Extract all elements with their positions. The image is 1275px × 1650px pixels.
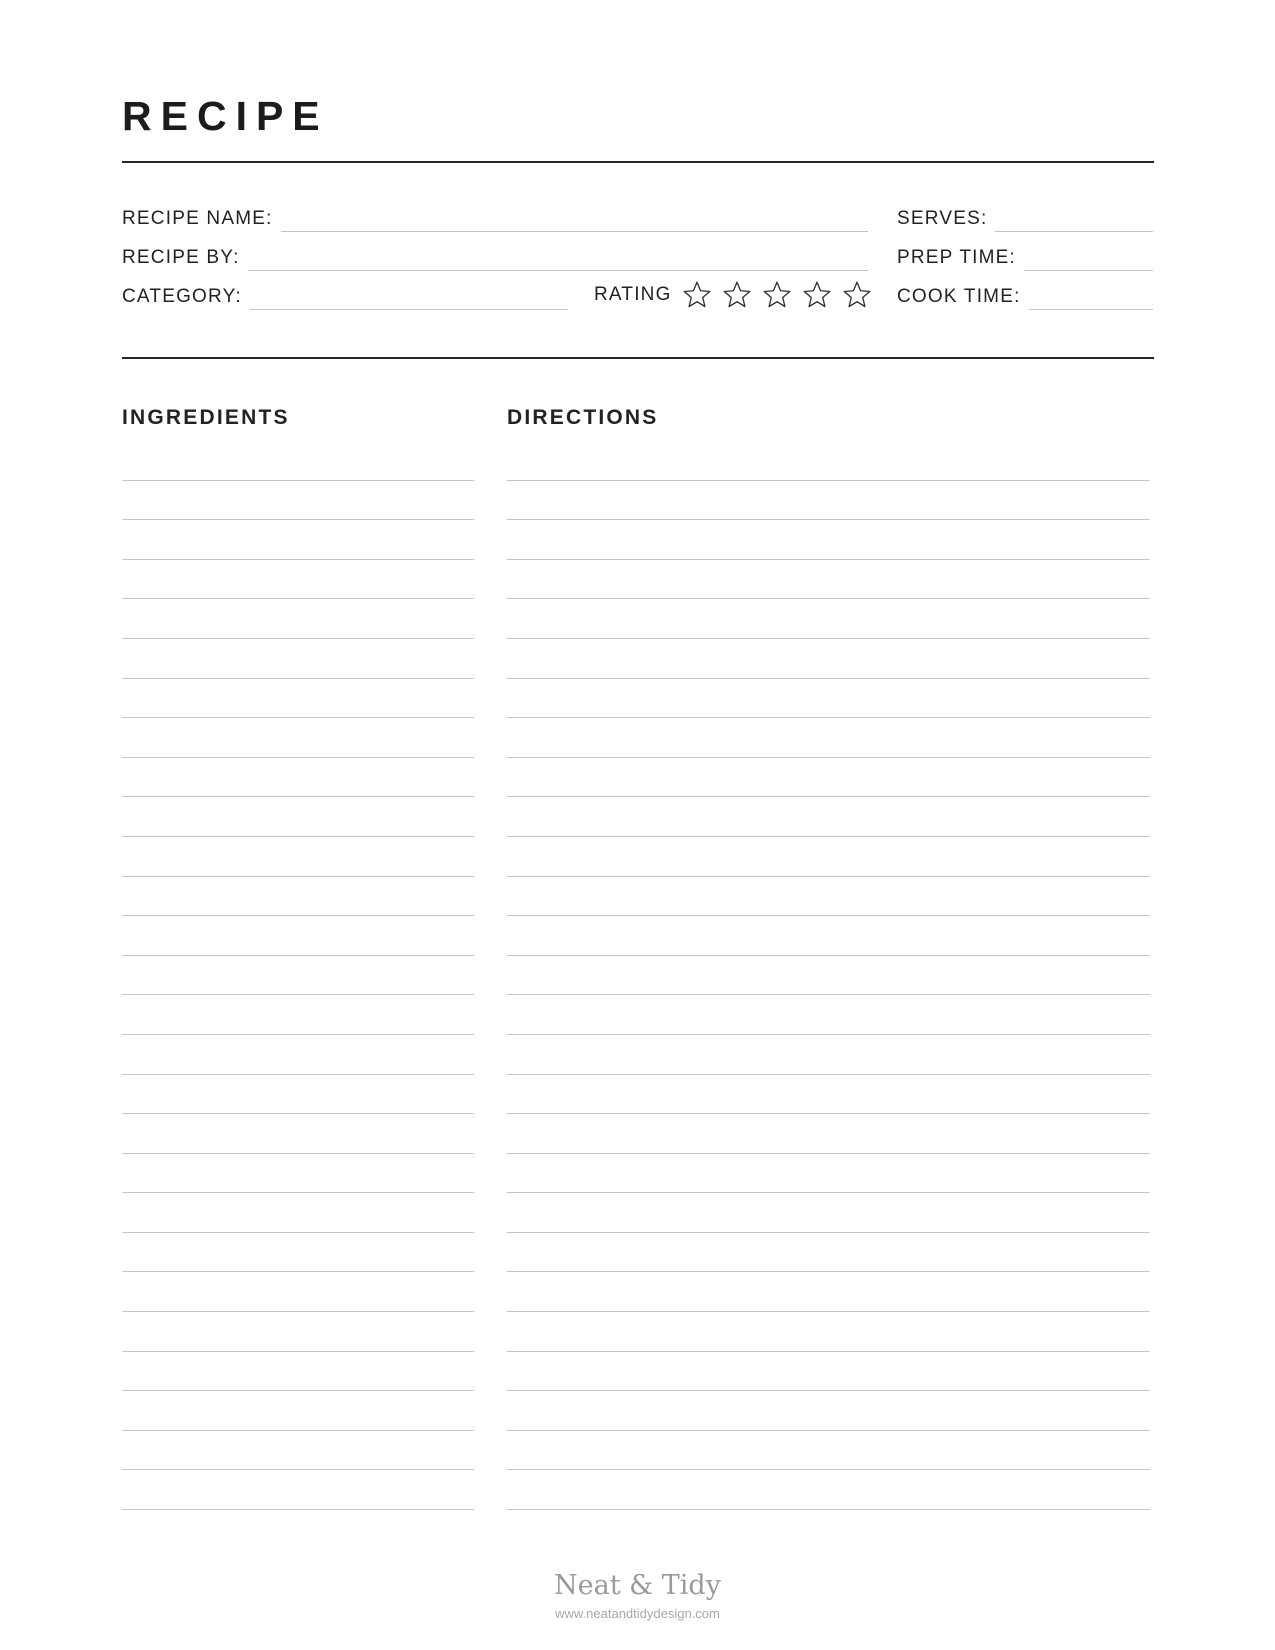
ingredient-line[interactable] [122,679,474,719]
recipe-name-input[interactable] [281,231,868,232]
page-title: RECIPE [122,93,329,139]
ingredient-line[interactable] [122,1075,474,1115]
ingredient-line[interactable] [122,1114,474,1154]
direction-line[interactable] [507,995,1150,1035]
serves-input[interactable] [995,231,1153,232]
fields-divider [122,357,1154,359]
direction-line[interactable] [507,560,1150,600]
direction-line[interactable] [507,797,1150,837]
ingredient-line[interactable] [122,877,474,917]
direction-line[interactable] [507,1431,1150,1471]
cook-time-label: COOK TIME: [897,286,1021,307]
ingredient-line[interactable] [122,1470,474,1510]
footer-url: www.neatandtidydesign.com [555,1606,720,1621]
star-outline-icon[interactable] [762,280,792,310]
footer-brand-logo: Neat & Tidy [554,1570,721,1601]
header-divider [122,161,1154,163]
direction-line[interactable] [507,1114,1150,1154]
ingredient-line[interactable] [122,837,474,877]
category-input[interactable] [250,309,568,310]
ingredient-line[interactable] [122,1233,474,1273]
directions-lines [507,441,1150,1510]
direction-line[interactable] [507,1233,1150,1273]
category-field [122,284,568,308]
star-outline-icon[interactable] [722,280,752,310]
direction-line[interactable] [507,837,1150,877]
ingredient-line[interactable] [122,1035,474,1075]
ingredient-line[interactable] [122,1431,474,1471]
direction-line[interactable] [507,679,1150,719]
ingredient-line[interactable] [122,995,474,1035]
direction-line[interactable] [507,1470,1150,1510]
ingredient-line[interactable] [122,1312,474,1352]
ingredient-line[interactable] [122,916,474,956]
direction-line[interactable] [507,718,1150,758]
star-outline-icon[interactable] [802,280,832,310]
direction-line[interactable] [507,1154,1150,1194]
direction-line[interactable] [507,639,1150,679]
ingredient-line[interactable] [122,599,474,639]
direction-line[interactable] [507,1035,1150,1075]
direction-line[interactable] [507,1193,1150,1233]
rating-stars [682,280,882,310]
direction-line[interactable] [507,758,1150,798]
direction-line[interactable] [507,1391,1150,1431]
prep-time-input[interactable] [1024,270,1153,271]
cook-time-input[interactable] [1029,309,1153,310]
recipe-by-input[interactable] [248,270,868,271]
cook-time-field [897,284,1153,308]
ingredients-lines [122,441,474,1510]
serves-label: SERVES: [897,208,988,229]
ingredient-line[interactable] [122,441,474,481]
ingredient-line[interactable] [122,718,474,758]
direction-line[interactable] [507,1352,1150,1392]
prep-time-field [897,245,1153,269]
prep-time-label: PREP TIME: [897,247,1016,268]
ingredient-line[interactable] [122,1391,474,1431]
ingredient-line[interactable] [122,481,474,521]
directions-heading: DIRECTIONS [507,406,659,429]
serves-field [897,206,1153,230]
recipe-name-label: RECIPE NAME: [122,208,273,229]
ingredient-line[interactable] [122,520,474,560]
recipe-by-field [122,245,868,269]
direction-line[interactable] [507,877,1150,917]
ingredient-line[interactable] [122,797,474,837]
rating-label: RATING [594,284,672,305]
ingredient-line[interactable] [122,639,474,679]
ingredient-line[interactable] [122,560,474,600]
ingredient-line[interactable] [122,1193,474,1233]
direction-line[interactable] [507,916,1150,956]
ingredient-line[interactable] [122,1272,474,1312]
ingredient-line[interactable] [122,956,474,996]
direction-line[interactable] [507,956,1150,996]
direction-line[interactable] [507,599,1150,639]
rating-control [594,278,882,312]
star-outline-icon[interactable] [682,280,712,310]
direction-line[interactable] [507,1272,1150,1312]
ingredient-line[interactable] [122,1352,474,1392]
ingredients-heading: INGREDIENTS [122,406,290,429]
recipe-name-field [122,206,868,230]
category-label: CATEGORY: [122,286,242,307]
direction-line[interactable] [507,520,1150,560]
direction-line[interactable] [507,1312,1150,1352]
ingredient-line[interactable] [122,758,474,798]
recipe-by-label: RECIPE BY: [122,247,240,268]
direction-line[interactable] [507,441,1150,481]
ingredient-line[interactable] [122,1154,474,1194]
direction-line[interactable] [507,481,1150,521]
star-outline-icon[interactable] [842,280,872,310]
direction-line[interactable] [507,1075,1150,1115]
